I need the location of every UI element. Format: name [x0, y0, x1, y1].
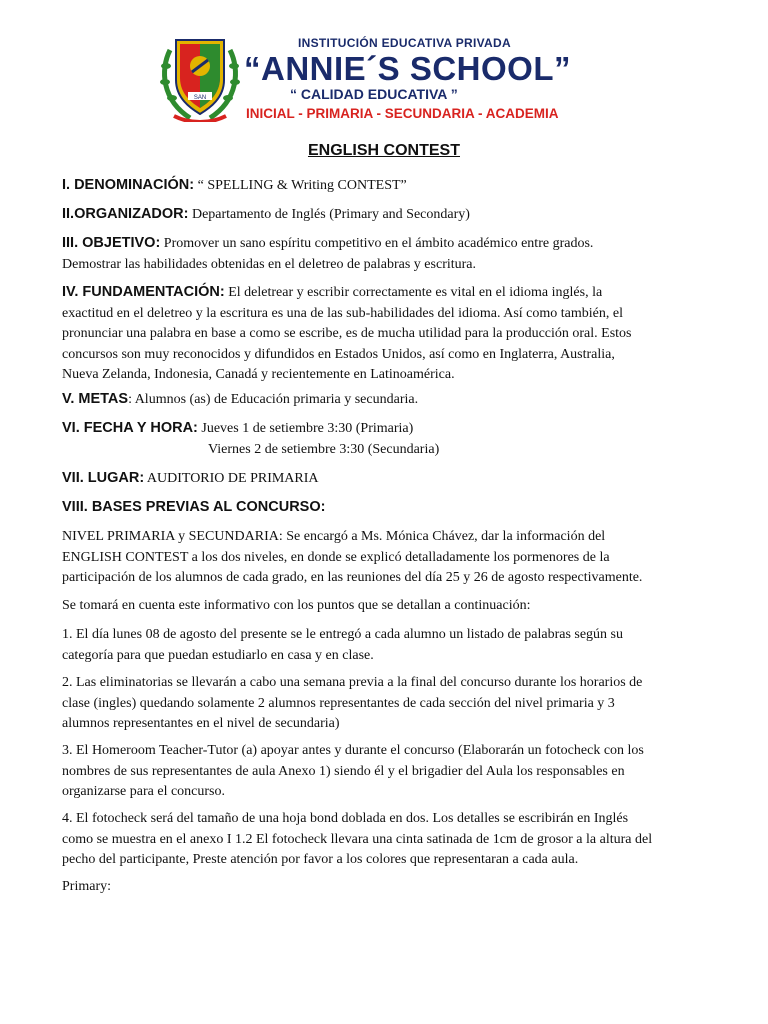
section-metas: [62, 389, 708, 411]
school-motto: “ CALIDAD EDUCATIVA ”: [290, 86, 458, 102]
school-name: “ANNIE´S SCHOOL”: [244, 50, 572, 87]
school-levels: INICIAL - PRIMARIA - SECUNDARIA - ACADEMIA: [246, 106, 559, 121]
document-title: ENGLISH CONTEST: [307, 142, 460, 159]
section-heading: VII. LUGAR:: [62, 470, 145, 486]
list-item-4: [62, 809, 708, 871]
section-text-line: exactitud en el deletreo y la escritura es una de las sub-habilidades del idioma. Así como también, el: [62, 305, 623, 321]
section-heading: I. DENOMINACIÓN:: [62, 177, 195, 193]
paragraph-line: como se muestra en el anexo I 1.2 El fotocheck llevara una cinta satinada de 1cm de grosor a la altura del: [62, 831, 653, 847]
paragraph-line: pecho del participante, Preste atención por favor a los colores que representaran a cada aula.: [62, 852, 579, 867]
paragraph-nivel: [62, 527, 708, 589]
section-heading: II.ORGANIZADOR:: [62, 206, 189, 222]
section-text: Departamento de Inglés (Primary and Secondary): [188, 207, 470, 222]
list-item-2: [62, 673, 708, 735]
paragraph-line: alumnos representantes en el nivel de secundaria): [62, 716, 340, 731]
letterhead: [160, 30, 572, 130]
paragraph-line: ENGLISH CONTEST a los dos niveles, en donde se explicó detalladamente los pormenores de la: [62, 549, 610, 565]
section-text-line: pronunciar una palabra en base a como se escribe, es de mucha utilidad para la producción oral. Estos: [62, 326, 632, 341]
paragraph-line: Primary:: [62, 879, 111, 894]
paragraph-line: nombres de sus representantes de aula Anexo 1) siendo él y el brigadier del Aula los responsables en: [62, 763, 625, 779]
paragraph-line: organizarse para el concurso.: [62, 784, 225, 799]
section-fundamentacion: [62, 282, 708, 386]
section-text-line: Promover un sano espíritu competitivo en el ámbito académico entre grados.: [160, 236, 594, 251]
section-text: AUDITORIO DE PRIMARIA: [144, 471, 319, 486]
list-item-3: [62, 741, 708, 803]
date-secundaria: Viernes 2 de setiembre 3:30 (Secundaria): [208, 441, 440, 457]
section-heading: III. OBJETIVO:: [62, 235, 161, 251]
paragraph-line: 4. El fotocheck será del tamaño de una hoja bond doblada en dos. Los detalles se escribirán en Inglés: [62, 811, 629, 826]
section-text-line: El deletrear y escribir correctamente es vital en el idioma inglés, la: [224, 285, 603, 300]
section-organizador: [62, 204, 708, 226]
institution-type: INSTITUCIÓN EDUCATIVA PRIVADA: [298, 36, 511, 50]
section-lugar: [62, 468, 708, 490]
section-text: : Alumnos (as) de Educación primaria y secundaria.: [128, 392, 419, 407]
primary-label: [62, 877, 708, 898]
paragraph-line: 1. El día lunes 08 de agosto del presente se le entregó a cada alumno un listado de palabras según su: [62, 627, 623, 642]
section-heading: VI. FECHA Y HORA:: [62, 420, 198, 436]
section-text: “ SPELLING & Writing CONTEST”: [194, 178, 407, 193]
paragraph-line: categoría para que puedan estudiarlo en casa y en clase.: [62, 647, 374, 663]
paragraph-line: 2. Las eliminatorias se llevarán a cabo una semana previa a la final del concurso durante los horarios de: [62, 675, 643, 690]
date-primaria: Jueves 1 de setiembre 3:30 (Primaria): [197, 421, 414, 436]
paragraph-line: Se tomará en cuenta este informativo con los puntos que se detallan a continuación:: [62, 598, 531, 613]
section-heading: IV. FUNDAMENTACIÓN:: [62, 284, 225, 300]
list-item-1: [62, 625, 708, 666]
section-bases: [62, 497, 708, 519]
section-denominacion: [62, 175, 708, 197]
paragraph-line: 3. El Homeroom Teacher-Tutor (a) apoyar antes y durante el concurso (Elaborarán un fotocheck con los: [62, 743, 644, 758]
section-heading: V. METAS: [62, 391, 129, 407]
svg-text:SAN: SAN: [193, 95, 207, 101]
paragraph-line: clase (ingles) quedando solamente 2 alumnos representantes de cada sección del nivel primaria y 3: [62, 695, 615, 711]
section-text-line: concursos son muy reconocidos y difundidos en Estados Unidos, así como en Inglaterra, Australia,: [62, 346, 615, 362]
section-objetivo: [62, 233, 708, 275]
paragraph-line: participación de los alumnos de cada grado, en las reuniones del día 25 y 26 de agosto respectivamente.: [62, 570, 643, 585]
paragraph-informativo: [62, 596, 708, 617]
section-heading: VIII. BASES PREVIAS AL CONCURSO:: [62, 499, 326, 515]
school-crest-logo: [160, 30, 240, 122]
section-fecha-hora: [62, 418, 708, 460]
paragraph-line: NIVEL PRIMARIA y SECUNDARIA: Se encargó a Ms. Mónica Chávez, dar la información del: [62, 529, 606, 544]
section-text-line: Demostrar las habilidades obtenidas en el deletreo de palabras y escritura.: [62, 256, 477, 272]
section-text-line: Nueva Zelanda, Indonesia, Canadá y recientemente en Latinoamérica.: [62, 367, 455, 382]
